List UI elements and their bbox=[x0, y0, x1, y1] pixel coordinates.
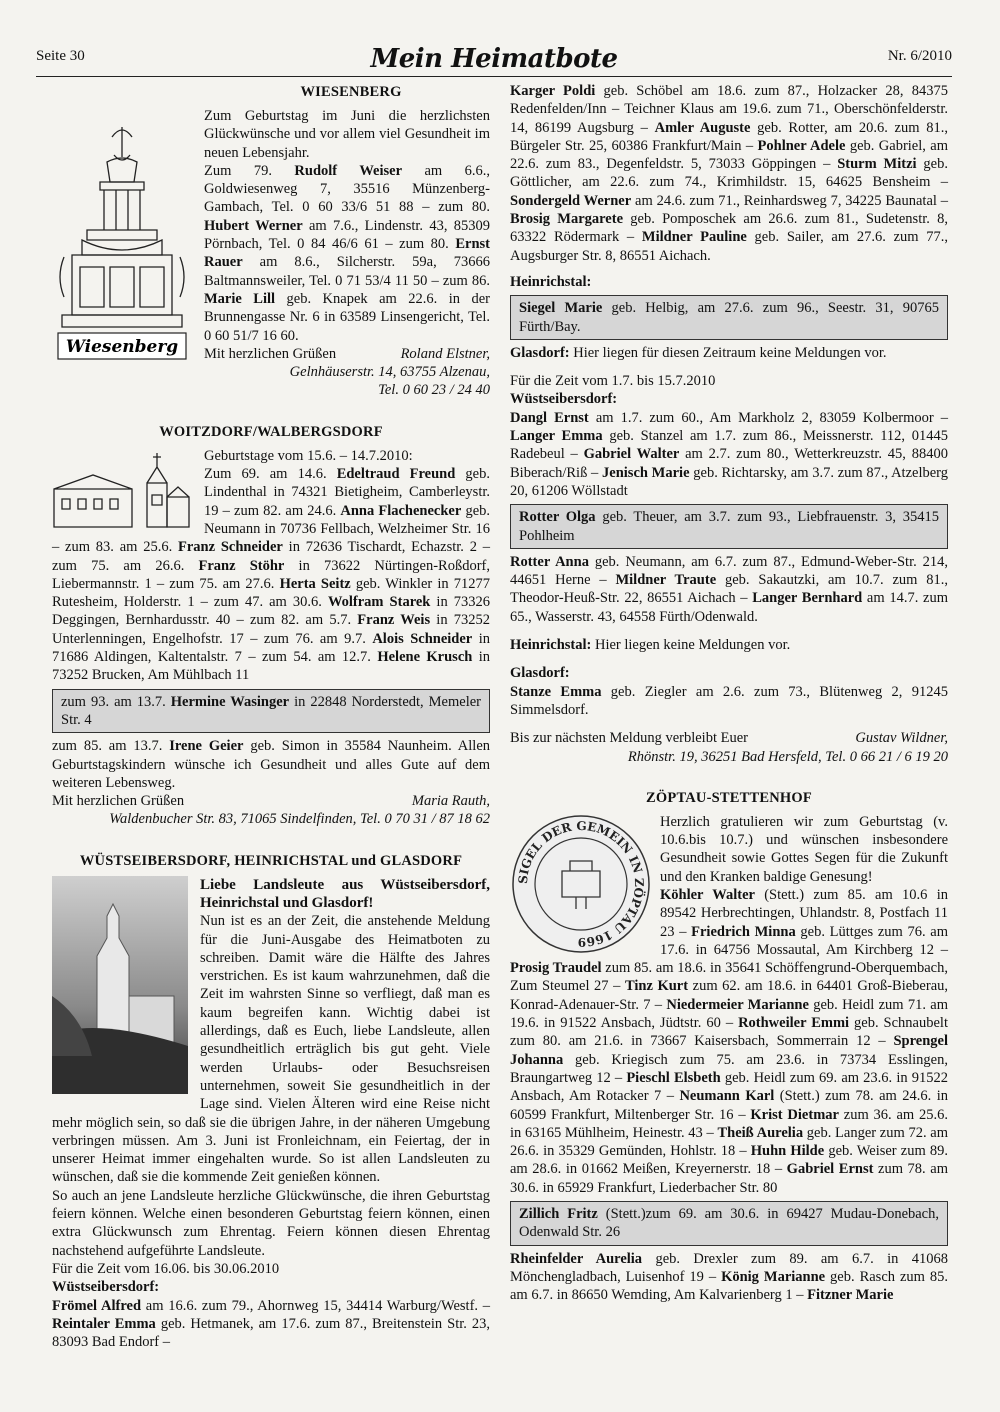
section-wiesenberg: WIESENBERG Wiesenberg Zum Geburtstag im Juni die herzlichsten Glückwünsche und vor allem viel Gesundheit im neuen Lebensjahr. Zum 79. Rudolf Weiser am 6.6., Goldwiesenweg 7, 35516 Münzenberg-Gambach, Tel. 0 60 33/6 51 88 – zum 80. Hubert Werner am 7.6., Lindenstr. 43, 85309 Pörnbach, Tel. 0 84 46/6 61 – zum 80. Ernst Rauer am 8.6., Silcherstr. 59a, 73666 Baltmannsweiler, Tel. 0 71 53/4 11 50 – zum 86. Marie Lill geb. Knapek am 22.6. in der Brunnengasse Nr. 6 in 63589 Linsengericht, Tel. 0 60 51/7 16 60. Mit herzlichen Grüßen Roland Elstner, Gelnhäuserstr. 14, 63755 Alzenau, Tel. 0 60 23 / 24 40 bbox=[52, 84, 490, 400]
wiesenberg-list: Zum 79. Rudolf Weiser am 6.6., Goldwiesenweg 7, 35516 Münzenberg-Gambach, Tel. 0 60 33/6 51 88 – zum 80. Hubert Werner am 7.6., Lindenstr. 43, 85309 Pörnbach, Tel. 0 84 46/6 61 – zum 80. Ernst Rauer am 8.6., Silcherstr. 59a, 73666 Baltmannsweiler, Tel. 0 71 53/4 11 50 – zum 86. Marie Lill geb. Knapek am 22.6. in der Brunnengasse Nr. 6 in 63589 Linsengericht, Tel. 0 60 51/7 16 60. bbox=[204, 162, 490, 344]
church-photo bbox=[52, 876, 188, 1094]
fountain-illustration bbox=[52, 107, 192, 365]
village-seal bbox=[510, 813, 652, 955]
wiesenberg-signature: Mit herzlichen Grüßen Roland Elstner, bbox=[204, 345, 490, 362]
section-zoeptau: ZÖPTAU-STETTENHOF SIGEL DER GEMEIN IN ZÖPTAU 1669 Herzlich gratulieren wir zum Geburtstag (v. 10.6.bis 10.7.) und wünschen insbesondere Gesundheit sowie Gottes Segen für die Zukunft und den Kranken baldige Genesung! Köhler Walter (Stett.) zum 85. am 10.6 in 89542 Herbrechtingen, Uhlandstr. 8, Postfach 11 23 – Friedrich Minna geb. Lüttges zum 76. am 17.6. in 64756 Mossautal, Am Kirchberg 12 – Prosig Traudel zum 85. am 18.6. in 35641 Schöffengrund-Oberquembach, Zum Steumel 27 – Tinz Kurt zum 62. am 18.6. in 64401 Groß-Bieberau, Konrad-Adenauer-Str. 7 – Niedermeier Marianne geb. Heidl zum 71. am 19.6. in 91522 Ansbach, Jüdtstr. 60 – Rothweiler Emmi geb. Schnaubelt zum 80. am 21.6. in 73667 Kaisersbach, Sommerrain 12 – Sprengel Johanna geb. Kriegisch zum 75. am 23.6. in 73734 Esslingen, Braungartweg 12 – Pieschl Elsbeth geb. Heidl zum 69. am 23.6. in 91522 Ansbach, Am Rotacker 7 – Neumann Karl (Stett.) zum 78. am 24.6. in 60599 Frankfurt, Miltenberger Str. 16 – Krist Dietmar zum 36. am 25.6. in 63165 Mühlheim, Heinestr. 43 – Theiß Aurelia geb. Langer zum 72. am 26.6. in 35329 Gemünden, Hohlstr. 18 – Huhn Hilde geb. Weiser zum 89. am 28.6. in 01662 Meißen, Kreyernerstr. 18 – Gabriel Ernst zum 78. am 30.6. in 65929 Frankfurt, Liederbacher Str. 80 Zillich Fritz (Stett.)zum 69. am 30.6. in 69427 Mudau-Donebach, Odenwald Str. 26 Rheinfelder Aurelia geb. Drexler zum 89. am 6.7. in 41068 Mönchengladbach, Luisenhof 19 – König Marianne geb. Rasch zum 85. am 6.7. in 86650 Wemding, Am Kalvarienberg 1 – Fitzner Marie bbox=[510, 789, 949, 1304]
wiesenberg-intro: Zum Geburtstag im Juni die herzlichsten Glückwünsche und vor allem viel Gesundheit im neuen Lebensjahr. bbox=[204, 108, 490, 161]
header-rule bbox=[36, 76, 952, 77]
wuest-list-2: Dangl Ernst am 1.7. zum 60., Am Markholz 2, 83059 Kolbermoor – Langer Emma geb. Stanzel am 1.7. zum 86., Meissnerstr. 112, 01445 Radebeul – Gabriel Walter am 2.7. zum 80., Wetterkreuzstr. 45, 88400 Biberach/Riß – Jenisch Marie geb. Richtarsky, am 3.7. zum 87., Atzelberg 20, 61206 Wöllstadt bbox=[510, 409, 948, 499]
seal-icon bbox=[510, 813, 652, 955]
wuest-list-3: Rotter Anna geb. Neumann, am 6.7. zum 87., Edmund-Weber-Str. 214, 44651 Herne – Mildner Traute geb. Sakautzki, am 10.7. zum 81., Theodor-Heuß-Str. 22, 86551 Aichach – Langer Bernhard am 14.7. zum 65., Wasserstr. 43, 64558 Fürth/Odenwald. bbox=[510, 553, 948, 625]
church-photo-shape bbox=[52, 876, 188, 1094]
section-title: WÜSTSEIBERSDORF, HEINRICHSTAL und GLASDORF bbox=[79, 852, 463, 869]
wuest-list-1: Frömel Alfred am 16.6. zum 79., Ahornweg 15, 34414 Warburg/Westf. – Reintaler Emma geb. Hetmanek, am 17.6. zum 87., Breitenstein Str. 23, 83093 Bad Endorf – bbox=[52, 1297, 491, 1351]
section-title: ZÖPTAU-STETTENHOF bbox=[646, 789, 812, 806]
left-column bbox=[52, 82, 490, 1351]
page-number: Seite 30 bbox=[36, 48, 85, 64]
church-village-icon bbox=[52, 449, 192, 529]
emblem-label: Wiesenberg bbox=[65, 337, 179, 357]
woitzdorf-signature: Mit herzlichen Grüßen Maria Rauth, bbox=[52, 793, 490, 810]
highlight-box: Siegel Marie geb. Helbig, am 27.6. zum 96., Seestr. 31, 90765 Fürth/Bay. bbox=[510, 295, 948, 340]
wuest-signature: Bis zur nächsten Meldung verbleibt Euer Gustav Wildner, bbox=[510, 730, 948, 747]
seal-text: SIGEL DER GEMEIN IN ZÖPTAU 1669 bbox=[515, 818, 647, 949]
highlight-box: Rotter Olga geb. Theuer, am 3.7. zum 93., Liebfrauenstr. 3, 35415 Pohlheim bbox=[510, 504, 948, 549]
woitzdorf-list: Zum 69. am 14.6. Edeltraud Freund geb. Lindenthal in 74321 Bietigheim, Camberleystr. 19 – zum 82. am 24.6. Anna Flachenecker geb. Neumann in 70736 Fellbach, Welzheimer Str. 16 – zum 83. am 25.6. Franz Schneider in 72636 Tischardt, Echazstr. 2 – zum 75. am 26.6. Franz Stöhr in 73622 Nürtingen-Roßdorf, Liebermannstr. 1 – zum 75. am 27.6. Herta Seitz geb. Winkler in 71277 Rutesheim, Holderstr. 1 – zum 47. am 30.6. Wolfram Starek in 73326 Deggingen, Bernhardusstr. 40 – zum 82. am 5.7. Franz Weis in 73252 Unterlenningen, Engelhofstr. 17 – zum 76. am 9.7. Alois Schneider in 71686 Aldingen, Kaltentalstr. 7 – zum 54. am 12.7. Helene Krusch in 73252 Brucken, Am Mühlbach 11 bbox=[52, 466, 491, 684]
section-wuestseibersdorf: WÜSTSEIBERSDORF, HEINRICHSTAL und GLASDORF Liebe Landsleute aus Wüstseibersdorf, Heinrichstal und Glasdorf! Nun ist es an der Zeit, die anstehende Meldung für die Juni-Ausgabe des Heimatboten zu schreiben. Damit wäre die Hälfte des Jahres verstrichen. Es ist kaum wahrzunehmen, daß die Zeit im wahrsten Sinne so verfliegt, daß man es kaum begreifen kann. Wichtig dabei ist allerdings, daß es Euch, liebe Landsleute, allen gesundheitlich erträglich bis gut geht. Viele werden Urlaubs- oder Besuchsreisen unternehmen, soweit Sie gesundheitlich in der Lage sind. Vielen Älteren wird eine Reise nicht mehr möglich sein, so daß sie die übrigen Jahre, in der näheren Umgebung verbringen müssen. Am 3. Juni ist Fronleichnam, ein Feiertag, der in unserer Heimat immer eingehalten wurde. So ist allen Landsleuten zu wünschen, daß sie die kommende Zeit genießen können. So auch an jene Landsleute herzliche Glückwünsche, die ihren Geburtstag feiern können. Welche einen besonderen Geburtstag feiern können, einen extra Glückwunsch zum Ehrentag. Feiern können diesen Ehrentag nachstehend aufgeführte Landsleute. Für die Zeit vom 16.06. bis 30.06.2010 Wüstseibersdorf: Frömel Alfred am 16.6. zum 79., Ahornweg 15, 34414 Warburg/Westf. – Reintaler Emma geb. Hetmanek, am 17.6. zum 87., Breitenstein Str. 23, 83093 Bad Endorf – bbox=[52, 852, 491, 1351]
right-column: Karger Poldi geb. Schöbel am 18.6. zum 87., Holzacker 28, 84375 Redenfelden/Inn – Teichner Klaus am 19.6. zum 71., Oberschönfelderstr. 14, 86199 Augsburg – Amler Auguste geb. Rotter, am 20.6. zum 81., Bürgeler Str. 25, 60386 Frankfurt/Main – Pohlner Adele geb. Gabriel, am 22.6. zum 83., Degenfeldstr. 5, 73033 Göppingen – Sturm Mitzi geb. Göttlicher, am 22.6. zum 74., Krimhildstr. 15, 64625 Bensheim – Sondergeld Werner am 24.6. zum 71., Reinhardsweg 7, 34225 Baunatal – Brosig Margarete geb. Pomposchek am 26.6. zum 81., Sudetenstr. 8, 63322 Rödermark – Mildner Pauline geb. Sailer, am 27.6. zum 77., Augsburger Str. 8, 86551 Aichach. Heinrichstal: Siegel Marie geb. Helbig, am 27.6. zum 96., Seestr. 31, 90765 Fürth/Bay. Glasdorf: Hier liegen für diesen Zeitraum keine Meldungen vor. Für die Zeit vom 1.7. bis 15.7.2010 Wüstseibersdorf: Dangl Ernst am 1.7. zum 60., Am Markholz 2, 83059 Kolbermoor – Langer Emma geb. Stanzel am 1.7. zum 86., Meissnerstr. 112, 01445 Radebeul – Gabriel Walter am 2.7. zum 80., Wetterkreuzstr. 45, 88400 Biberach/Riß – Jenisch Marie geb. Richtarsky, am 3.7. zum 87., Atzelberg 20, 61206 Wöllstadt Rotter Olga geb. Theuer, am 3.7. zum 93., Liebfrauenstr. 3, 35415 Pohlheim Rotter Anna geb. Neumann, am 6.7. zum 87., Edmund-Weber-Str. 214, 44651 Herne – Mildner Traute geb. Sakautzki, am 10.7. zum 81., Theodor-Heuß-Str. 22, 86551 Aichach – Langer Bernhard am 14.7. zum 65., Wasserstr. 43, 64558 Fürth/Odenwald. Heinrichstal: Hier liegen keine Meldungen vor. Glasdorf: Stanze Emma geb. Ziegler am 2.6. zum 73., Blütenweg 2, 91245 Simmelsdorf. Bis zur nächsten Meldung verbleibt Euer Gustav Wildner, Rhönstr. 19, 36251 Bad Hersfeld, Tel. 0 66 21 / 6 19 20 ZÖPTAU-STETTENHOF SIGEL DER GEMEIN IN ZÖPTAU 1669 Herzlich gratulieren wir zum Geburtstag (v. 10.6.bis 10.7.) und wünschen insbesondere Gesundheit sowie Gottes Segen für die Zukunft und den Kranken baldige Genesung! Köhler Walter (Stett.) zum 85. am 10.6 in 89542 Herbrechtingen, Uhlandstr. 8, Postfach 11 23 – Friedrich Minna geb. Lüttges zum 76. am 17.6. in 64756 Mossautal, Am Kirchberg 12 – Prosig Traudel zum 85. am 18.6. in 35641 Schöffengrund-Oberquembach, Zum Steumel 27 – Tinz Kurt zum 62. am 18.6. in 64401 Groß-Bieberau, Konrad-Adenauer-Str. 7 – Niedermeier Marianne geb. Heidl zum 71. am 19.6. in 91522 Ansbach, Jüdtstr. 60 – Rothweiler Emmi geb. Schnaubelt zum 80. am 21.6. in 73667 Kaisersbach, Sommerrain 12 – Sprengel Johanna geb. Kriegisch zum 75. am 23.6. in 73734 Esslingen, Braungartweg 12 – Pieschl Elsbeth geb. Heidl zum 69. am 23.6. in 91522 Ansbach, Am Rotacker 7 – Neumann Karl (Stett.) zum 78. am 24.6. in 60599 Frankfurt, Miltenberger Str. 16 – Krist Dietmar zum 36. am 25.6. in 63165 Mühlheim, Heinestr. 43 – Theiß Aurelia geb. Langer zum 72. am 26.6. in 35329 Gemünden, Hohlstr. 18 – Huhn Hilde geb. Weiser zum 89. am 28.6. in 01662 Meißen, Kreyernerstr. 18 – Gabriel Ernst zum 78. am 30.6. in 65929 Frankfurt, Liederbacher Str. 80 Zillich Fritz (Stett.)zum 69. am 30.6. in 69427 Mudau-Donebach, Odenwald Str. 26 Rheinfelder Aurelia geb. Drexler zum 89. am 6.7. in 41068 Mönchengladbach, Luisenhof 19 – König Marianne geb. Rasch zum 85. am 6.7. in 86650 Wemding, Am Kalvarienberg 1 – Fitzner Marie bbox=[510, 83, 949, 1304]
masthead: Mein Heimatbote bbox=[370, 44, 618, 74]
issue-number: Nr. 6/2010 bbox=[887, 48, 952, 64]
highlight-box: Zillich Fritz (Stett.)zum 69. am 30.6. in 69427 Mudau-Donebach, Odenwald Str. 26 bbox=[510, 1201, 948, 1246]
zoeptau-list: Köhler Walter (Stett.) zum 85. am 10.6 in 89542 Herbrechtingen, Uhlandstr. 8, Postfach 11 23 – Friedrich Minna geb. Lüttges zum 76. am 17.6. in 64756 Mossautal, Am Kirchberg 12 – Prosig Traudel zum 85. am 18.6. in 35641 Schöffengrund-Oberquembach, Zum Steumel 27 – Tinz Kurt zum 62. am 18.6. in 64401 Groß-Bieberau, Konrad-Adenauer-Str. 7 – Niedermeier Marianne geb. Heidl zum 71. am 19.6. in 91522 Ansbach, Jüdtstr. 60 – Rothweiler Emmi geb. Schnaubelt zum 80. am 21.6. in 73667 Kaisersbach, Sommerrain 12 – Sprengel Johanna geb. Kriegisch zum 75. am 23.6. in 73734 Esslingen, Braungartweg 12 – Pieschl Elsbeth geb. Heidl zum 69. am 23.6. in 91522 Ansbach, Am Rotacker 7 – Neumann Karl (Stett.) zum 78. am 24.6. in 60599 Frankfurt, Miltenberger Str. 16 – Krist Dietmar zum 36. am 25.6. in 63165 Mühlheim, Heinestr. 43 – Theiß Aurelia geb. Langer zum 72. am 26.6. in 35329 Gemünden, Hohlstr. 18 – Huhn Hilde geb. Weiser zum 89. am 28.6. in 01662 Meißen, Kreyernerstr. 18 – Gabriel Ernst zum 78. am 30.6. in 65929 Frankfurt, Liederbacher Str. 80 bbox=[510, 886, 949, 1196]
page-header bbox=[36, 44, 952, 74]
woitzdorf-illustration bbox=[52, 449, 192, 529]
wiesenberg-emblem bbox=[52, 107, 192, 365]
section-title: WIESENBERG bbox=[300, 84, 402, 100]
wuest-list-continued: Karger Poldi geb. Schöbel am 18.6. zum 87., Holzacker 28, 84375 Redenfelden/Inn – Teichner Klaus am 19.6. zum 71., Oberschönfelderstr. 14, 86199 Augsburg – Amler Auguste geb. Rotter, am 20.6. zum 81., Bürgeler Str. 25, 60386 Frankfurt/Main – Pohlner Adele geb. Gabriel, am 22.6. zum 83., Degenfeldstr. 5, 73033 Göppingen – Sturm Mitzi geb. Göttlicher, am 22.6. zum 74., Krimhildstr. 15, 64625 Bensheim – Sondergeld Werner am 24.6. zum 71., Reinhardsweg 7, 34225 Baunatal – Brosig Margarete geb. Pomposchek am 26.6. zum 81., Sudetenstr. 8, 63322 Rödermark – Mildner Pauline geb. Sailer, am 27.6. zum 77., Augsburger Str. 8, 86551 Aichach. bbox=[510, 83, 949, 264]
section-woitzdorf: WOITZDORF/WALBERGSDORF Geburtstage vom 15.6. – 14.7.2010: Zum 69. am 14.6. Edeltraud Freund geb. Lindenthal in 74321 Bietigheim, Camberleystr. 19 – zum 82. am 24.6. Anna Flachenecker geb. Neumann in 70736 Fellbach, Welzheimer Str. 16 – zum 83. am 25.6. Franz Schneider in 72636 Tischardt, Echazstr. 2 – zum 75. am 26.6. Franz Stöhr in 73622 Nürtingen-Roßdorf, Liebermannstr. 1 – zum 75. am 27.6. Herta Seitz geb. Winkler in 71277 Rutesheim, Holderstr. 1 – zum 47. am 30.6. Wolfram Starek in 73326 Deggingen, Bernhardusstr. 40 – zum 82. am 5.7. Franz Weis in 73252 Unterlenningen, Engelhofstr. 17 – zum 76. am 9.7. Alois Schneider in 71686 Aldingen, Kaltentalstr. 7 – zum 54. am 12.7. Helene Krusch in 73252 Brucken, Am Mühlbach 11 zum 93. am 13.7. Hermine Wasinger in 22848 Norderstedt, Memeler Str. 4 zum 85. am 13.7. Irene Geier geb. Simon in 35584 Naunheim. Allen Geburtstagskindern wünsche ich Gesundheit und alles Gute auf dem weiteren Lebensweg. Mit herzlichen Grüßen Maria Rauth, Waldenbucher Str. 83, 71065 Sindelfinden, Tel. 0 70 31 / 87 18 62 bbox=[52, 423, 491, 828]
highlight-box: zum 93. am 13.7. Hermine Wasinger in 22848 Norderstedt, Memeler Str. 4 bbox=[52, 689, 490, 734]
section-title: WOITZDORF/WALBERGSDORF bbox=[159, 423, 383, 440]
